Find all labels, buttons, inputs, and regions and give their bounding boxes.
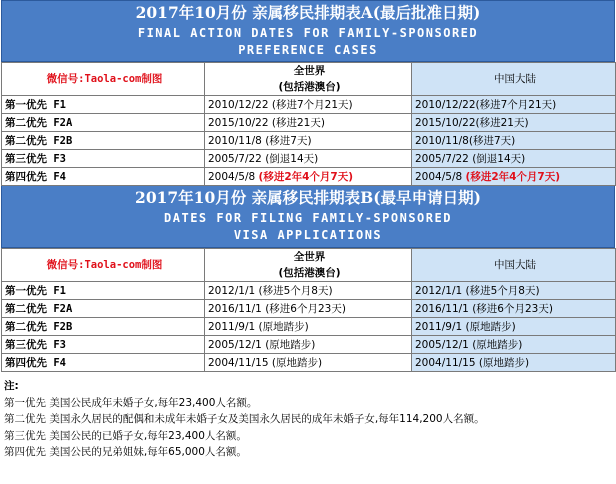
table-row bbox=[2, 114, 616, 132]
table-row bbox=[2, 168, 616, 186]
row-label: 第四优先 F4 bbox=[2, 168, 205, 186]
world-date: 2012/1/1 bbox=[208, 284, 256, 297]
row-label: 第四优先 F4 bbox=[2, 354, 205, 372]
world-note: (移进5个月8天) bbox=[258, 284, 333, 297]
section-a-header-world-line2: (包括港澳台) bbox=[278, 81, 341, 93]
row-label: 第二优先 F2B bbox=[2, 318, 205, 336]
world-note: (原地踏步) bbox=[258, 320, 309, 333]
section-a-banner bbox=[1, 0, 615, 62]
section-a-header-china: 中国大陆 bbox=[412, 63, 616, 96]
world-note: (移进2年4个月7天) bbox=[258, 170, 354, 183]
world-note: (移进7天) bbox=[265, 134, 312, 147]
world-cell bbox=[205, 114, 412, 132]
table-row bbox=[2, 96, 616, 114]
china-cell bbox=[412, 96, 616, 114]
china-note: (移进5个月8天) bbox=[465, 284, 540, 297]
section-b-header-world-line1: 全世界 bbox=[293, 251, 326, 263]
world-cell bbox=[205, 354, 412, 372]
row-label: 第三优先 F3 bbox=[2, 150, 205, 168]
section-b-title: 2017年10月份 亲属移民排期表B(最早申请日期) bbox=[135, 188, 481, 207]
world-cell bbox=[205, 336, 412, 354]
china-cell bbox=[412, 114, 616, 132]
notes-line: 第三优先 美国公民的已婚子女,每年23,400人名额。 bbox=[4, 429, 247, 442]
row-label: 第一优先 F1 bbox=[2, 282, 205, 300]
china-note: (移进7个月21天) bbox=[475, 98, 557, 111]
world-note: (移进7个月21天) bbox=[271, 98, 353, 111]
world-date: 2015/10/22 bbox=[208, 116, 269, 129]
china-cell bbox=[412, 300, 616, 318]
china-cell bbox=[412, 336, 616, 354]
table-row bbox=[2, 318, 616, 336]
table-row bbox=[2, 354, 616, 372]
china-date: 2010/12/22 bbox=[415, 98, 476, 111]
china-date: 2005/12/1 bbox=[415, 338, 469, 351]
world-cell bbox=[205, 150, 412, 168]
section-a-watermark: 微信号:Taola-com制图 bbox=[2, 63, 205, 96]
section-a-header-world-line1: 全世界 bbox=[293, 65, 326, 77]
section-a-table bbox=[1, 62, 616, 186]
section-a-title: 2017年10月份 亲属移民排期表A(最后批准日期) bbox=[135, 3, 481, 22]
notes-line: 第二优先 美国永久居民的配偶和未成年未婚子女及美国永久居民的成年未婚子女,每年114,200人名额。 bbox=[4, 413, 485, 425]
china-note: (移进21天) bbox=[475, 116, 529, 129]
world-date: 2011/9/1 bbox=[208, 320, 256, 333]
row-label: 第一优先 F1 bbox=[2, 96, 205, 114]
table-row bbox=[2, 150, 616, 168]
section-a-header-row bbox=[2, 63, 616, 96]
table-row bbox=[2, 132, 616, 150]
china-date: 2004/11/15 bbox=[415, 356, 476, 369]
china-cell bbox=[412, 168, 616, 186]
world-date: 2004/5/8 bbox=[208, 170, 256, 183]
table-row bbox=[2, 336, 616, 354]
world-cell bbox=[205, 282, 412, 300]
china-cell bbox=[412, 132, 616, 150]
notes-line: 第四优先 美国公民的兄弟姐妹,每年65,000人名额。 bbox=[4, 446, 247, 458]
world-cell bbox=[205, 300, 412, 318]
china-date: 2005/7/22 bbox=[415, 152, 469, 165]
china-cell bbox=[412, 318, 616, 336]
world-date: 2004/11/15 bbox=[208, 356, 269, 369]
china-date: 2012/1/1 bbox=[415, 284, 463, 297]
china-cell bbox=[412, 354, 616, 372]
china-date: 2015/10/22 bbox=[415, 116, 476, 129]
china-note: (倒退14天) bbox=[472, 152, 526, 165]
china-note: (原地踏步) bbox=[478, 356, 530, 369]
china-note: (原地踏步) bbox=[465, 320, 516, 333]
table-row bbox=[2, 282, 616, 300]
table-row bbox=[2, 300, 616, 318]
china-date: 2011/9/1 bbox=[415, 320, 463, 333]
section-b-header-row bbox=[2, 249, 616, 282]
china-note: (移进2年4个月7天) bbox=[465, 170, 561, 183]
china-date: 2010/11/8 bbox=[415, 134, 469, 147]
china-date: 2016/11/1 bbox=[415, 302, 469, 315]
world-cell bbox=[205, 168, 412, 186]
section-a-header-world bbox=[205, 63, 412, 96]
row-label: 第二优先 F2A bbox=[2, 300, 205, 318]
world-note: (移进21天) bbox=[271, 116, 325, 129]
world-note: (原地踏步) bbox=[265, 338, 316, 351]
world-cell bbox=[205, 96, 412, 114]
world-note: (原地踏步) bbox=[271, 356, 323, 369]
notes-line: 第一优先 美国公民成年未婚子女,每年23,400人名额。 bbox=[4, 396, 258, 409]
row-label: 第二优先 F2B bbox=[2, 132, 205, 150]
world-note: (倒退14天) bbox=[265, 152, 319, 165]
china-cell bbox=[412, 150, 616, 168]
section-b-subtitle-1: DATES FOR FILING FAMILY-SPONSORED bbox=[164, 211, 452, 225]
row-label: 第二优先 F2A bbox=[2, 114, 205, 132]
section-b-header-world bbox=[205, 249, 412, 282]
notes-title: 注: bbox=[4, 380, 19, 392]
section-b-subtitle-2: VISA APPLICATIONS bbox=[233, 227, 383, 242]
section-a-subtitle-1: FINAL ACTION DATES FOR FAMILY-SPONSORED bbox=[137, 26, 479, 40]
world-cell bbox=[205, 132, 412, 150]
china-note: (移进6个月23天) bbox=[472, 302, 553, 315]
section-b-header-china: 中国大陆 bbox=[412, 249, 616, 282]
china-note: (原地踏步) bbox=[472, 338, 523, 351]
china-note: (移进7天) bbox=[468, 134, 516, 147]
world-date: 2005/7/22 bbox=[208, 152, 262, 165]
section-b-banner bbox=[1, 186, 615, 248]
section-b-table bbox=[1, 248, 616, 372]
world-date: 2005/12/1 bbox=[208, 338, 262, 351]
notes-section bbox=[1, 372, 615, 461]
row-label: 第三优先 F3 bbox=[2, 336, 205, 354]
china-date: 2004/5/8 bbox=[415, 170, 463, 183]
section-b-header-world-line2: (包括港澳台) bbox=[278, 267, 341, 279]
world-date: 2016/11/1 bbox=[208, 302, 262, 315]
section-b-watermark: 微信号:Taola-com制图 bbox=[2, 249, 205, 282]
world-date: 2010/12/22 bbox=[208, 98, 269, 111]
world-date: 2010/11/8 bbox=[208, 134, 262, 147]
visa-bulletin-document bbox=[1, 0, 615, 461]
china-cell bbox=[412, 282, 616, 300]
section-a-subtitle-2: PREFERENCE CASES bbox=[238, 42, 378, 57]
world-cell bbox=[205, 318, 412, 336]
world-note: (移进6个月23天) bbox=[265, 302, 346, 315]
